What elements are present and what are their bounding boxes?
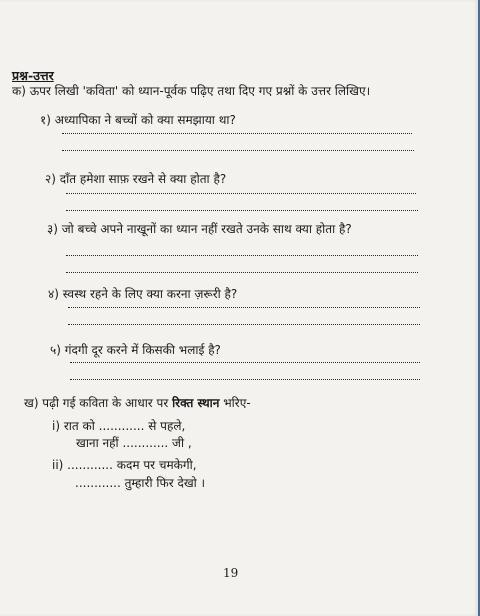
fill-blank-2-line-2: ............ तुम्हारी फिर देखो ।: [75, 476, 206, 490]
answer-line: [66, 210, 418, 211]
fill-blank-1-line-1: i) रात को ............ से पहले,: [52, 419, 186, 433]
answer-line: [70, 379, 420, 380]
answer-line: [68, 307, 420, 308]
question-3: ३) जो बच्चे अपने नाखूनों का ध्यान नहीं रखते उनके साथ क्या होता है?: [47, 222, 352, 236]
section-a-instruction: क) ऊपर लिखी 'कविता' को ध्यान-पूर्वक पढ़िए तथा दिए गए प्रश्नों के उत्तर लिखिए।: [12, 84, 371, 98]
question-4: ४) स्वस्थ रहने के लिए क्या करना ज़रूरी है?: [48, 287, 238, 301]
question-1: १) अध्यापिका ने बच्चों को क्या समझाया था?: [40, 113, 236, 127]
section-title: प्रश्न-उत्तर: [12, 68, 54, 83]
fill-blank-2-line-1: ii) ............ कदम पर चमकेगी,: [52, 458, 197, 472]
question-2: २) दाँत हमेशा साफ़ रखने से क्या होता है?: [45, 172, 227, 186]
answer-line: [66, 193, 416, 194]
answer-line: [62, 150, 414, 151]
section-b-instruction: ख) पढ़ी गई कविता के आधार पर रिक्त स्थान भरिए-: [24, 396, 251, 410]
answer-line: [68, 324, 420, 325]
page-number: 19: [223, 566, 239, 580]
answer-line: [66, 255, 418, 256]
question-5: ५) गंदगी दूर करने में किसकी भलाई है?: [50, 343, 221, 357]
fill-blank-1-line-2: खाना नहीं ............ जी ,: [76, 436, 192, 450]
answer-line: [62, 133, 412, 134]
answer-line: [70, 362, 420, 363]
answer-line: [66, 272, 418, 273]
